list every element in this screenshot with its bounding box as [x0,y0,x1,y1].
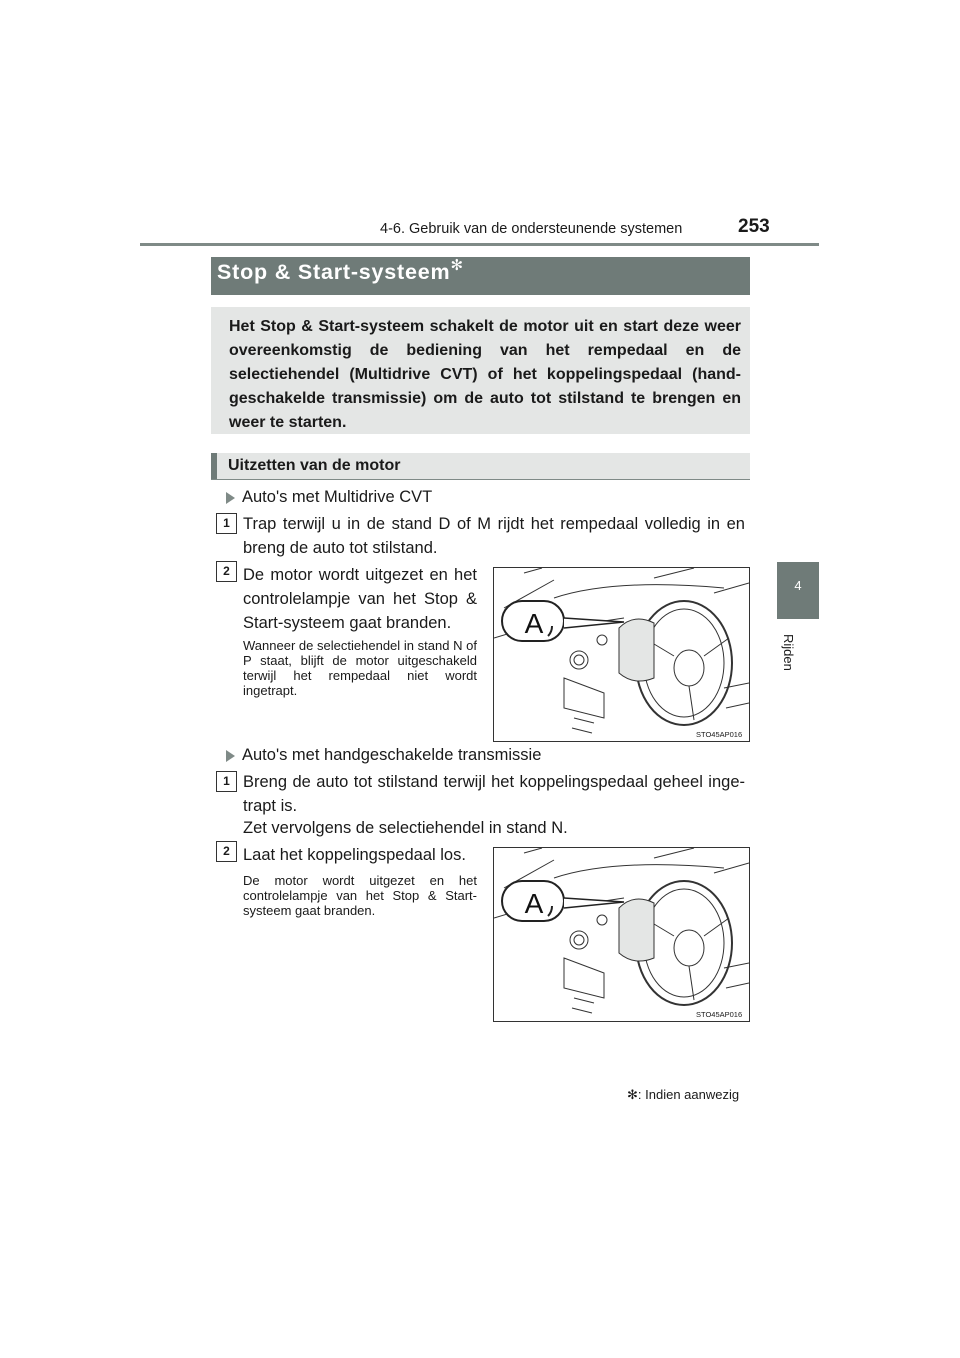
bullet-cvt [226,488,432,507]
page-title-text: Stop & Start-systeem [217,260,451,284]
bullet-cvt-text: Auto's met Multidrive CVT [242,488,433,506]
bullet-manual [226,746,541,765]
chapter-tab-label: Rijden [781,634,796,671]
page-title [217,257,464,285]
steering-wheel-illustration [494,848,749,1021]
callout-label: A [524,608,544,639]
step-text: De motor wordt uitgezet en het controlelampje van het Stop & Start-systeem gaat branden. [243,566,477,632]
subheading-accent [211,453,217,479]
note-text: De motor wordt uitgezet en het controlelampje van het Stop & Start-systeem gaat branden. [243,873,477,918]
page-number: 253 [738,216,770,237]
step-text: Laat het koppelingspedaal los. [243,846,466,864]
triangle-bullet-icon [226,750,235,762]
image-code: STO45AP016 [696,730,743,739]
dashboard-illustration [493,847,750,1022]
step-text: Breng de auto tot stilstand terwijl het koppelingspedaal geheel ingetrapt is. [243,773,745,815]
step-number-badge: 2 [216,561,237,582]
triangle-bullet-icon [226,492,235,504]
image-code: STO45AP016 [696,1010,743,1019]
step-number-badge: 1 [216,771,237,792]
header-divider [140,243,819,246]
footnote [627,1087,739,1103]
step-text: Zet vervolgens de selectiehendel in stand N. [243,819,568,837]
asterisk-icon: ✻ [450,257,464,274]
steering-wheel-illustration [494,568,749,741]
bullet-manual-text: Auto's met handgeschakelde transmissie [242,746,542,764]
subheading: Uitzetten van de motor [228,457,401,474]
footnote-text: : Indien aanwezig [637,1087,740,1102]
step-number-badge: 1 [216,513,237,534]
chapter-tab-number: 4 [794,578,802,593]
dashboard-illustration [493,567,750,742]
section-header: 4-6. Gebruik van de ondersteunende systemen [380,221,683,237]
note-text: Wanneer de selectiehendel in stand N of P staat, blijft de motor uitgeschakeld terwijl het rempedaal niet wordt ingetrapt. [243,638,477,698]
asterisk-icon: ✻ [627,1087,638,1102]
subheading-rule [211,479,750,480]
intro-text: Het Stop & Start-systeem schakelt de motor uit en start deze weer overeenkomstig de bediening van het rempedaal en de selectiehendel (Multidrive CVT) of het koppelingspedaal (handgeschakelde transmissie) om de auto tot stilstand te brengen en weer te starten. [229,318,741,431]
step-text: Trap terwijl u in de stand D of M rijdt het rempedaal volledig in en breng de auto tot stilstand. [243,515,745,557]
callout-label: A [524,888,544,919]
step-number-badge: 2 [216,841,237,862]
